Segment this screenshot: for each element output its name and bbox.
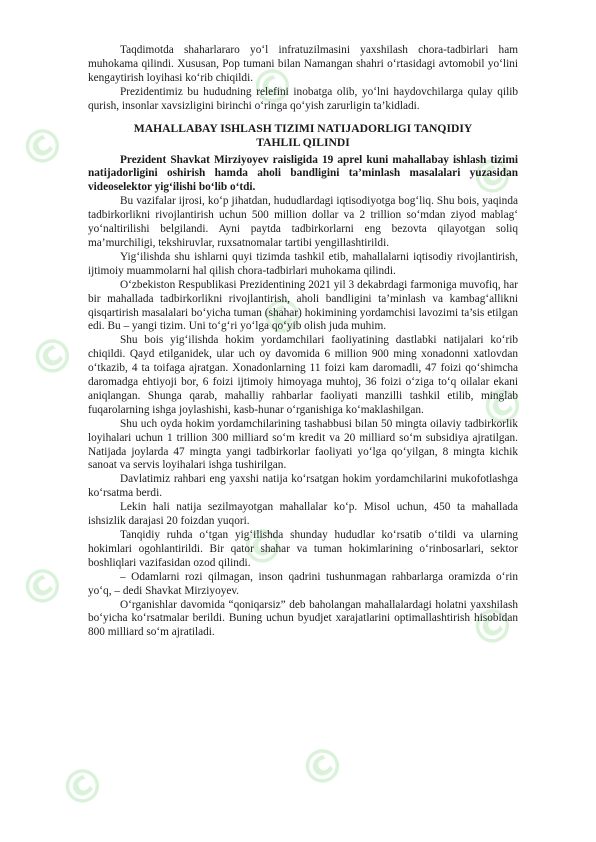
paragraph: Shu uch oyda hokim yordamchilarining tashabbusi bilan 50 mingta oilaviy tadbirkorlik loyihalari uchun 1 trillion 300 milliard so‘m kredit va 20 milliard so‘m subsidiya ajratilgan. Natijada joylarda 47 mingta yangi tadbirkorlar faoliyati yo‘lga qo‘yilgan, 8 mingta kichik sanoat va servis loyihalari ishga tushirilgan. [88,417,518,472]
watermark-logo: © [468,372,536,442]
paragraph: O‘rganishlar davomida “qoniqarsiz” deb baholangan mahallalardagi holatni yaxshilash bo‘yicha ko‘rsatmalar berildi. Buning uchun byudjet xarajatlarini optimallashtirish hisobidan 800 milliard so‘m ajratiladi. [88,598,518,639]
paragraph: Bu vazifalar ijrosi, ko‘p jihatdan, hududlardagi iqtisodiyotga bog‘liq. Shu bois, yaqinda tadbirkorlikni rivojlantirish uchun 500 million dollar va 2 trillion so‘mdan ziyod mablag‘ yo‘naltirilishi belgilandi. Ayni paytda tadbirkorlarni eng bezovta qilayotgan soliq ma’murchiligi, tekshiruvlar, ruxsatnomalar tartibi yengillashtirildi. [88,195,518,249]
paragraph: Tanqidiy ruhda o‘tgan yig‘ilishda shunday hududlar ko‘rsatib o‘tildi va ularning hokimlari ogohlantirildi. Bir qator shahar va tuman hokimlarining o‘rinbosarlari, sektor boshliqlari vazifasidan ozod qilindi. [88,529,518,569]
watermark-logo: © [458,142,526,212]
watermark-logo: © [458,592,526,662]
watermark-logo: © [8,552,76,622]
watermark-logo: © [18,322,86,392]
paragraph: Taqdimotda shaharlararo yo‘l infratuzilmasini yaxshilash chora-tadbirlari ham muhokama qilindi. Xususan, Pop tumani bilan Namangan shahri o‘rtasidagi avtomobil yo‘lini kengaytirish loyihasi ko‘rib chiqildi. [88,44,518,84]
watermark-logo: © [248,282,316,352]
paragraph: Lekin hali natija sezilmayotgan mahallalar ko‘p. Misol uchun, 450 ta mahallada ishsizlik darajasi 20 foizdan yuqori. [88,501,518,528]
heading-line-2: TAHLIL QILINDI [256,135,350,149]
paragraph: Davlatimiz rahbari eng yaxshi natija ko‘rsatgan hokim yordamchilarini mukofotlashga ko‘rsatma berdi. [88,473,518,500]
paragraph: Prezidentimiz bu hududning relefini inobatga olib, yo‘lni haydovchilarga qulay qilib qurish, insonlar xavsizligini birinchi o‘ringa qo‘yish zarurligin ta’kidladi. [88,85,518,112]
heading-line-1: MAHALLABAY ISHLASH TIZIMI NATIJADORLIGI TANQIDIY [133,121,473,135]
watermark-logo: © [288,732,356,802]
paragraph: Shu bois yig‘ilishda hokim yordamchilari faoliyatining dastlabki natijalari ko‘rib chiqildi. Qayd etilganidek, ular uch oy davomida 6 million 900 ming xonadonni xatlovdan o‘tkazib, 4 ta toifaga ajratgan. Xonadonlarning 11 foizi kam daromadli, 47 foizi qo‘shimcha daromadga ehtiyoji bor, 6 foizi ijtimoiy himoyaga muhtoj, 36 foizi o‘ziga to‘q oilalar ekani aniqlangan. Shunga qarab, mahalliy rahbarlar faoliyati manzilli tashkil etilib, minglab fuqarolarning ishga joylashishi, kasb-hunar o‘rganishiga ko‘maklashilgan. [88,334,518,416]
watermark-logo: © [238,52,306,122]
paragraph: – Odamlarni rozi qilmagan, inson qadrini tushunmagan rahbarlarga oramizda o‘rin yo‘q, – dedi Shavkat Mirziyoyev. [88,570,518,597]
paragraph: Yig‘ilishda shu ishlarni quyi tizimda tashkil etib, mahallalarni iqtisodiy rivojlantirish, ijtimoiy muammolarni hal qilish chora-tadbirlari muhokama qilindi. [88,250,518,277]
watermark-logo: © [48,752,116,822]
document-page [88,44,518,640]
lead-paragraph: Prezident Shavkat Mirziyoyev raisligida 19 aprel kuni mahallabay ishlash tizimi natijadorligini oshirish hamda aholi bandligini ta’minlash masalalari yuzasidan videoselektor yig‘ilishi bo‘lib o‘tdi. [88,153,518,194]
article-heading [88,122,518,150]
watermark-logo: © [228,512,296,582]
watermark-logo: © [8,112,76,182]
paragraph: O‘zbekiston Respublikasi Prezidentining 2021 yil 3 dekabrdagi farmoniga muvofiq, har bir mahallada tadbirkorlikni rivojlantirish, aholi bandligini ta’minlash va kambag‘allikni qisqartirish masalalari bo‘yicha tuman (shahar) hokimining yordamchisi lavozimi ta’sis etilgan edi. Bu – yangi tizim. Uni to‘g‘ri yo‘lga qo‘yib olish juda muhim. [88,278,518,333]
